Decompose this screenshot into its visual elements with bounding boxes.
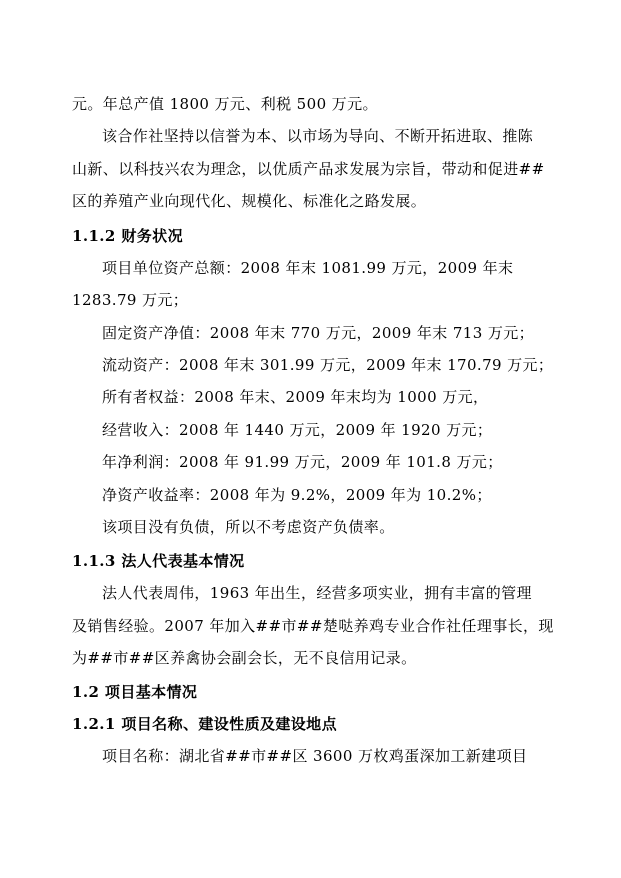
paragraph-line: 及销售经验。2007 年加入##市##楚哒养鸡专业合作社任理事长，现 bbox=[72, 617, 554, 635]
paragraph-line: 经营收入：2008 年 1440 万元，2009 年 1920 万元； bbox=[102, 421, 493, 439]
paragraph-line: 该项目没有负债，所以不考虑资产负债率。 bbox=[102, 518, 395, 536]
section-heading-project-name: 1.2.1 项目名称、建设性质及建设地点 bbox=[72, 715, 337, 733]
paragraph-line: 山新、以科技兴农为理念，以优质产品求发展为宗旨，带动和促进## bbox=[72, 160, 545, 178]
paragraph-line: 项目名称：湖北省##市##区 3600 万枚鸡蛋深加工新建项目 bbox=[102, 747, 528, 765]
paragraph-line: 固定资产净值：2008 年末 770 万元，2009 年末 713 万元； bbox=[102, 324, 535, 342]
paragraph-line: 年净利润：2008 年 91.99 万元，2009 年 101.8 万元； bbox=[102, 453, 503, 471]
section-heading-project-basic: 1.2 项目基本情况 bbox=[72, 683, 198, 701]
paragraph-line: 元。年总产值 1800 万元、利税 500 万元。 bbox=[72, 95, 378, 113]
paragraph-line: 法人代表周伟，1963 年出生，经营多项实业，拥有丰富的管理 bbox=[102, 584, 532, 602]
paragraph-line: 项目单位资产总额：2008 年末 1081.99 万元，2009 年末 bbox=[102, 259, 514, 277]
section-heading-legal-rep: 1.1.3 法人代表基本情况 bbox=[72, 552, 245, 570]
section-heading-financial: 1.1.2 财务状况 bbox=[72, 227, 183, 245]
paragraph-line: 1283.79 万元； bbox=[72, 291, 189, 309]
paragraph-line: 净资产收益率：2008 年为 9.2%，2009 年为 10.2%； bbox=[102, 486, 492, 504]
paragraph-line: 流动资产：2008 年末 301.99 万元，2009 年末 170.79 万元； bbox=[102, 356, 554, 374]
paragraph-line: 该合作社坚持以信誉为本、以市场为导向、不断开拓进取、推陈 bbox=[102, 127, 534, 145]
paragraph-line: 为##市##区养禽协会副会长，无不良信用记录。 bbox=[72, 649, 417, 667]
paragraph-line: 区的养殖产业向现代化、规模化、标准化之路发展。 bbox=[72, 192, 427, 210]
paragraph-line: 所有者权益：2008 年末、2009 年末均为 1000 万元， bbox=[102, 388, 489, 406]
